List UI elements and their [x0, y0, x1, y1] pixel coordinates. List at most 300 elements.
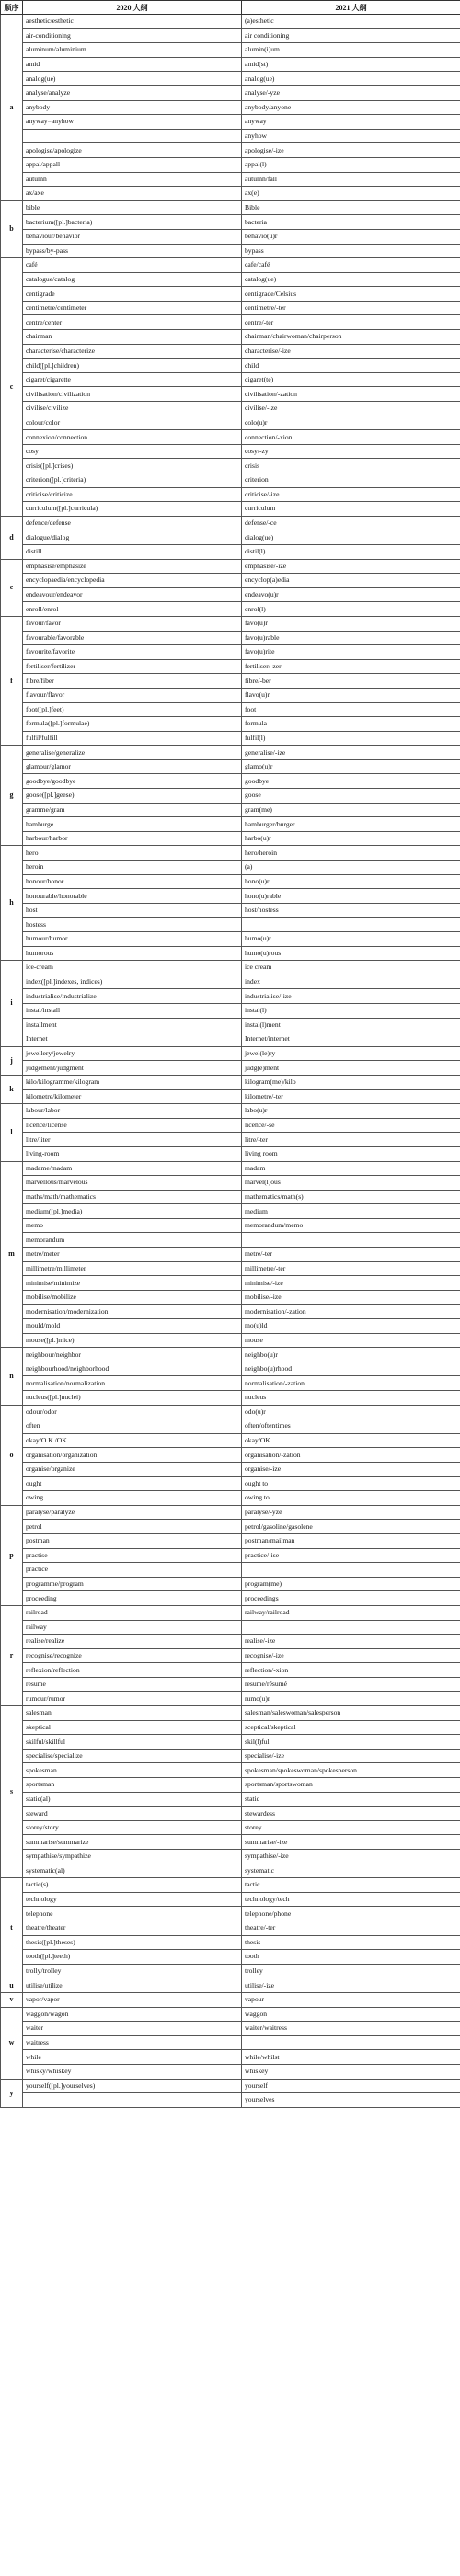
table-row — [1, 1248, 460, 1262]
table-row — [1, 43, 460, 58]
cell-2020: criticise/criticize — [23, 487, 242, 502]
group-letter: i — [1, 961, 23, 1047]
group-letter: o — [1, 1405, 23, 1505]
table-row — [1, 115, 460, 130]
cell-2020: recognise/recognize — [23, 1648, 242, 1663]
cell-2021: air conditioning — [242, 28, 460, 43]
cell-2021: amid(st) — [242, 57, 460, 72]
table-row — [1, 2035, 460, 2050]
cell-2020: organisation/organization — [23, 1448, 242, 1463]
table-row — [1, 616, 460, 631]
group-letter: h — [1, 846, 23, 961]
table-row — [1, 1405, 460, 1419]
cell-2021: medium — [242, 1204, 460, 1219]
table-row — [1, 861, 460, 875]
table-row — [1, 1448, 460, 1463]
cell-2020: favourite/favorite — [23, 645, 242, 660]
table-row — [1, 759, 460, 774]
cell-2020: industrialise/industrialize — [23, 989, 242, 1004]
cell-2021: millimetre/-ter — [242, 1261, 460, 1276]
group-letter: k — [1, 1075, 23, 1103]
cell-2020: formula([pl.]formulae) — [23, 717, 242, 732]
cell-2020: catalogue/catalog — [23, 272, 242, 287]
cell-2020: jewellery/jewelry — [23, 1046, 242, 1061]
cell-2021: colo(u)r — [242, 416, 460, 430]
table-row — [1, 1476, 460, 1491]
cell-2020: hostess — [23, 918, 242, 932]
cell-2020: civilisation/civilization — [23, 387, 242, 402]
cell-2020: chairman — [23, 330, 242, 345]
cell-2020: gramme/gram — [23, 803, 242, 817]
cell-2021: fibre/-ber — [242, 674, 460, 689]
cell-2021: child — [242, 359, 460, 373]
table-row — [1, 1978, 460, 1993]
cell-2021: characterise/-ize — [242, 344, 460, 359]
cell-2021: favo(u)rite — [242, 645, 460, 660]
table-row — [1, 1146, 460, 1161]
cell-2021: telephone/phone — [242, 1907, 460, 1921]
table-row — [1, 1075, 460, 1089]
cell-2020: living-room — [23, 1146, 242, 1161]
cell-2020: goodbye/goodbye — [23, 774, 242, 789]
cell-2020: summarise/summarize — [23, 1835, 242, 1850]
table-row — [1, 1261, 460, 1276]
cell-2020: odour/odor — [23, 1405, 242, 1419]
cell-2020: organise/organize — [23, 1462, 242, 1476]
cell-2020: specialise/specialize — [23, 1749, 242, 1763]
group-letter: l — [1, 1104, 23, 1161]
cell-2021: appal(l) — [242, 157, 460, 172]
table-row — [1, 1046, 460, 1061]
cell-2020: goose([pl.]geese) — [23, 789, 242, 804]
cell-2021: organise/-ize — [242, 1462, 460, 1476]
table-row — [1, 1677, 460, 1692]
table-row — [1, 544, 460, 559]
cell-2020: ice-cream — [23, 961, 242, 975]
cell-2021: fertiliser/-zer — [242, 659, 460, 674]
cell-2021: civilise/-ize — [242, 402, 460, 416]
table-row — [1, 287, 460, 302]
cell-2021: favo(u)rable — [242, 631, 460, 645]
cell-2020: curriculum([pl.]curricula) — [23, 502, 242, 517]
cell-2021: fulfil(l) — [242, 731, 460, 746]
table-row — [1, 1663, 460, 1678]
cell-2021: mouse — [242, 1333, 460, 1348]
cell-2021: bypass — [242, 244, 460, 258]
cell-2021: autumn/fall — [242, 172, 460, 187]
cell-2021: goodbye — [242, 774, 460, 789]
cell-2020: sportsman — [23, 1778, 242, 1793]
cell-2020: trolly/trolley — [23, 1964, 242, 1978]
group-letter: g — [1, 746, 23, 846]
group-letter: p — [1, 1505, 23, 1605]
table-row — [1, 1348, 460, 1362]
cell-2020: generalise/generalize — [23, 746, 242, 760]
cell-2021: specialise/-ize — [242, 1749, 460, 1763]
cell-2021: while/whilst — [242, 2050, 460, 2065]
cell-2021: favo(u)r — [242, 616, 460, 631]
cell-2021: yourself — [242, 2079, 460, 2093]
table-row — [1, 1061, 460, 1076]
table-row — [1, 301, 460, 315]
group-letter: t — [1, 1878, 23, 1978]
cell-2020: fibre/fiber — [23, 674, 242, 689]
cell-2020: enroll/enrol — [23, 602, 242, 617]
table-row — [1, 57, 460, 72]
cell-2020: fulfil/fulfill — [23, 731, 242, 746]
cell-2021: flavo(u)r — [242, 688, 460, 702]
table-row — [1, 229, 460, 244]
cell-2021: instal(l)ment — [242, 1018, 460, 1032]
cell-2021: cosy/-zy — [242, 444, 460, 459]
group-letter: n — [1, 1348, 23, 1405]
cell-2021: chairman/chairwoman/chairperson — [242, 330, 460, 345]
cell-2020: humour/humor — [23, 932, 242, 947]
cell-2020: millimetre/millimeter — [23, 1261, 242, 1276]
cell-2020: bible — [23, 200, 242, 215]
table-row — [1, 1692, 460, 1706]
table-row — [1, 200, 460, 215]
cell-2021: mathematics/math(s) — [242, 1190, 460, 1204]
cell-2021: metre/-ter — [242, 1248, 460, 1262]
cell-2020: centre/center — [23, 315, 242, 330]
cell-2021: yourselves — [242, 2093, 460, 2108]
group-letter: v — [1, 1992, 23, 2007]
table-row — [1, 473, 460, 488]
cell-2021: neighbo(u)rhood — [242, 1362, 460, 1376]
cell-2020: railroad — [23, 1605, 242, 1620]
cell-2021: cigaret(te) — [242, 372, 460, 387]
table-row — [1, 1362, 460, 1376]
table-row — [1, 387, 460, 402]
table-row — [1, 430, 460, 445]
cell-2021: waggon — [242, 2007, 460, 2022]
cell-2020: analyse/analyze — [23, 85, 242, 100]
cell-2021: recognise/-ize — [242, 1648, 460, 1663]
cell-2021: anyway — [242, 115, 460, 130]
table-row — [1, 85, 460, 100]
cell-2020: tactic(s) — [23, 1878, 242, 1893]
cell-2020: apologise/apologize — [23, 143, 242, 158]
cell-2021: host/hostess — [242, 903, 460, 918]
table-row — [1, 1548, 460, 1563]
cell-2020: air-conditioning — [23, 28, 242, 43]
cell-2021: okay/OK — [242, 1433, 460, 1448]
group-letter: r — [1, 1605, 23, 1705]
cell-2021: storey — [242, 1820, 460, 1835]
cell-2021: hamburger/burger — [242, 817, 460, 832]
cell-2021: analog(ue) — [242, 72, 460, 86]
cell-2021: organisation/-zation — [242, 1448, 460, 1463]
cell-2020: telephone — [23, 1907, 242, 1921]
cell-2021: tactic — [242, 1878, 460, 1893]
table-row — [1, 1462, 460, 1476]
table-row — [1, 1648, 460, 1663]
table-row — [1, 874, 460, 889]
cell-2021 — [242, 2035, 460, 2050]
cell-2020: licence/license — [23, 1118, 242, 1133]
table-row — [1, 1964, 460, 1978]
table-row — [1, 1305, 460, 1319]
cell-2021: memorandum/memo — [242, 1218, 460, 1233]
cell-2020: petrol — [23, 1520, 242, 1534]
cell-2021: humo(u)rous — [242, 946, 460, 961]
cell-2021: stewardess — [242, 1807, 460, 1821]
cell-2020: marvellous/marvelous — [23, 1176, 242, 1191]
cell-2020: colour/color — [23, 416, 242, 430]
table-row — [1, 817, 460, 832]
cell-2020: yourself([pl.]yourselves) — [23, 2079, 242, 2093]
table-row — [1, 1635, 460, 1649]
cell-2020: waggon/wagon — [23, 2007, 242, 2022]
table-row — [1, 746, 460, 760]
cell-2021: enrol(l) — [242, 602, 460, 617]
cell-2020: neighbour/neighbor — [23, 1348, 242, 1362]
table-row — [1, 1391, 460, 1406]
cell-2020: madame/madam — [23, 1161, 242, 1176]
table-row — [1, 1319, 460, 1334]
table-row — [1, 1563, 460, 1578]
cell-2021: salesman/saleswoman/salesperson — [242, 1706, 460, 1721]
table-row — [1, 989, 460, 1004]
table-row — [1, 28, 460, 43]
cell-2020: okay/O.K./OK — [23, 1433, 242, 1448]
cell-2021: curriculum — [242, 502, 460, 517]
table-row — [1, 157, 460, 172]
cell-2021: sympathise/-ize — [242, 1850, 460, 1864]
cell-2020: foot([pl.]feet) — [23, 702, 242, 717]
cell-2021: formula — [242, 717, 460, 732]
cell-2020: modernisation/modernization — [23, 1305, 242, 1319]
table-row — [1, 1018, 460, 1032]
cell-2020: anyway=anyhow — [23, 115, 242, 130]
table-row — [1, 903, 460, 918]
cell-2020: favourable/favorable — [23, 631, 242, 645]
table-row — [1, 487, 460, 502]
cell-2021: index — [242, 975, 460, 989]
cell-2020: flavour/flavor — [23, 688, 242, 702]
table-row — [1, 1333, 460, 1348]
cell-2020: fertiliser/fertilizer — [23, 659, 242, 674]
group-letter: f — [1, 616, 23, 745]
cell-2020: memo — [23, 1218, 242, 1233]
cell-2020: café — [23, 258, 242, 273]
table-row — [1, 1735, 460, 1750]
table-row — [1, 330, 460, 345]
cell-2021: static — [242, 1792, 460, 1807]
table-row — [1, 559, 460, 574]
table-row — [1, 1233, 460, 1248]
cell-2021: mo(u)ld — [242, 1319, 460, 1334]
cell-2020: criterion([pl.]criteria) — [23, 473, 242, 488]
cell-2021: catalog(ue) — [242, 272, 460, 287]
cell-2021: ax(e) — [242, 187, 460, 201]
cell-2020: Internet — [23, 1032, 242, 1047]
cell-2020: sympathise/sympathize — [23, 1850, 242, 1864]
cell-2020: tooth([pl.]teeth) — [23, 1950, 242, 1965]
cell-2020 — [23, 2093, 242, 2108]
table-row — [1, 731, 460, 746]
cell-2021: petrol/gasoline/gasolene — [242, 1520, 460, 1534]
cell-2020: bypass/by-pass — [23, 244, 242, 258]
table-row — [1, 215, 460, 230]
cell-2020: bacterium([pl.]bacteria) — [23, 215, 242, 230]
cell-2021: emphasise/-ize — [242, 559, 460, 574]
cell-2020: favour/favor — [23, 616, 242, 631]
table-row — [1, 372, 460, 387]
table-row — [1, 1032, 460, 1047]
cell-2020: mouse([pl.]mice) — [23, 1333, 242, 1348]
cell-2021: dialog(ue) — [242, 530, 460, 545]
table-row — [1, 2079, 460, 2093]
cell-2021: foot — [242, 702, 460, 717]
cell-2020 — [23, 129, 242, 143]
table-row — [1, 774, 460, 789]
table-row — [1, 1778, 460, 1793]
cell-2021: licence/-se — [242, 1118, 460, 1133]
table-row — [1, 1591, 460, 1606]
cell-2021: often/oftentimes — [242, 1419, 460, 1434]
cell-2021: marvel(l)ous — [242, 1176, 460, 1191]
table-row — [1, 1190, 460, 1204]
cell-2020: behaviour/behavior — [23, 229, 242, 244]
cell-2021: mobilise/-ize — [242, 1290, 460, 1305]
cell-2021: madam — [242, 1161, 460, 1176]
cell-2020: civilise/civilize — [23, 402, 242, 416]
group-letter: a — [1, 15, 23, 201]
cell-2021: harbo(u)r — [242, 831, 460, 846]
cell-2021: encyclop(a)edia — [242, 574, 460, 588]
table-row — [1, 602, 460, 617]
cell-2021: spokesman/spokeswoman/spokesperson — [242, 1763, 460, 1778]
cell-2021: (a)esthetic — [242, 15, 460, 29]
cell-2021: centimetre/-ter — [242, 301, 460, 315]
cell-2021: criterion — [242, 473, 460, 488]
table-row — [1, 2064, 460, 2079]
table-row — [1, 688, 460, 702]
cell-2020: rumour/rumor — [23, 1692, 242, 1706]
cell-2021 — [242, 1233, 460, 1248]
cell-2021: cafe/café — [242, 258, 460, 273]
cell-2021: (a) — [242, 861, 460, 875]
cell-2020: centimetre/centimeter — [23, 301, 242, 315]
cell-2020: cigaret/cigarette — [23, 372, 242, 387]
table-row — [1, 1419, 460, 1434]
cell-2021: reflection/-xion — [242, 1663, 460, 1678]
table-row — [1, 659, 460, 674]
table-row — [1, 444, 460, 459]
cell-2021: waiter/waitress — [242, 2022, 460, 2036]
cell-2020: whisky/whiskey — [23, 2064, 242, 2079]
cell-2020: mobilise/mobilize — [23, 1290, 242, 1305]
group-letter: y — [1, 2079, 23, 2107]
table-row — [1, 975, 460, 989]
table-row — [1, 1376, 460, 1391]
cell-2021: ought to — [242, 1476, 460, 1491]
cell-2020: characterise/characterize — [23, 344, 242, 359]
cell-2021: crisis — [242, 459, 460, 473]
cell-2021: utilise/-ize — [242, 1978, 460, 1993]
group-letter: c — [1, 258, 23, 517]
table-row — [1, 1706, 460, 1721]
table-row — [1, 1864, 460, 1878]
cell-2021: endeavo(u)r — [242, 587, 460, 602]
cell-2020: maths/math/mathematics — [23, 1190, 242, 1204]
cell-2020: centigrade — [23, 287, 242, 302]
cell-2021: ice cream — [242, 961, 460, 975]
cell-2021: centigrade/Celsius — [242, 287, 460, 302]
table-row — [1, 803, 460, 817]
cell-2020: labour/labor — [23, 1104, 242, 1119]
table-row — [1, 15, 460, 29]
cell-2020: vapor/vapor — [23, 1992, 242, 2007]
cell-2021: vapour — [242, 1992, 460, 2007]
cell-2020: autumn — [23, 172, 242, 187]
cell-2020: theatre/theater — [23, 1921, 242, 1935]
cell-2021: judg(e)ment — [242, 1061, 460, 1076]
cell-2021: modernisation/-zation — [242, 1305, 460, 1319]
cell-2021: gram(me) — [242, 803, 460, 817]
table-row — [1, 961, 460, 975]
cell-2021: analyse/-yze — [242, 85, 460, 100]
cell-2020: realise/realize — [23, 1635, 242, 1649]
cell-2020: child([pl.]children) — [23, 359, 242, 373]
cell-2020: judgement/judgment — [23, 1061, 242, 1076]
table-row — [1, 1720, 460, 1735]
table-row — [1, 2022, 460, 2036]
table-row — [1, 100, 460, 115]
cell-2020: while — [23, 2050, 242, 2065]
cell-2020: emphasise/emphasize — [23, 559, 242, 574]
cell-2021: goose — [242, 789, 460, 804]
table-row — [1, 918, 460, 932]
table-row — [1, 129, 460, 143]
cell-2020: metre/meter — [23, 1248, 242, 1262]
cell-2021: sceptical/skeptical — [242, 1720, 460, 1735]
table-row — [1, 1276, 460, 1291]
cell-2021: skil(l)ful — [242, 1735, 460, 1750]
cell-2020: static(al) — [23, 1792, 242, 1807]
cell-2020: heroin — [23, 861, 242, 875]
cell-2020: memorandum — [23, 1233, 242, 1248]
cell-2020: kilo/kilogramme/kilogram — [23, 1075, 242, 1089]
group-letter: b — [1, 200, 23, 257]
cell-2021: connection/-xion — [242, 430, 460, 445]
cell-2021: nucleus — [242, 1391, 460, 1406]
table-row — [1, 359, 460, 373]
cell-2020: dialogue/dialog — [23, 530, 242, 545]
cell-2021: civilisation/-zation — [242, 387, 460, 402]
cell-2020: practise — [23, 1548, 242, 1563]
cell-2020: systematic(al) — [23, 1864, 242, 1878]
cell-2020: neighbourhood/neighborhood — [23, 1362, 242, 1376]
cell-2020: programme/program — [23, 1577, 242, 1591]
cell-2021: tooth — [242, 1950, 460, 1965]
table-row — [1, 143, 460, 158]
cell-2020: aluminum/aluminium — [23, 43, 242, 58]
cell-2021: criticise/-ize — [242, 487, 460, 502]
cell-2021: hono(u)rable — [242, 889, 460, 904]
table-row — [1, 1907, 460, 1921]
cell-2020: analog(ue) — [23, 72, 242, 86]
cell-2021: practice/-ise — [242, 1548, 460, 1563]
cell-2020: utilise/utilize — [23, 1978, 242, 1993]
cell-2020: technology — [23, 1892, 242, 1907]
cell-2020: crisis([pl.]crises) — [23, 459, 242, 473]
table-row — [1, 530, 460, 545]
table-row — [1, 402, 460, 416]
cell-2021: instal(l) — [242, 1003, 460, 1018]
